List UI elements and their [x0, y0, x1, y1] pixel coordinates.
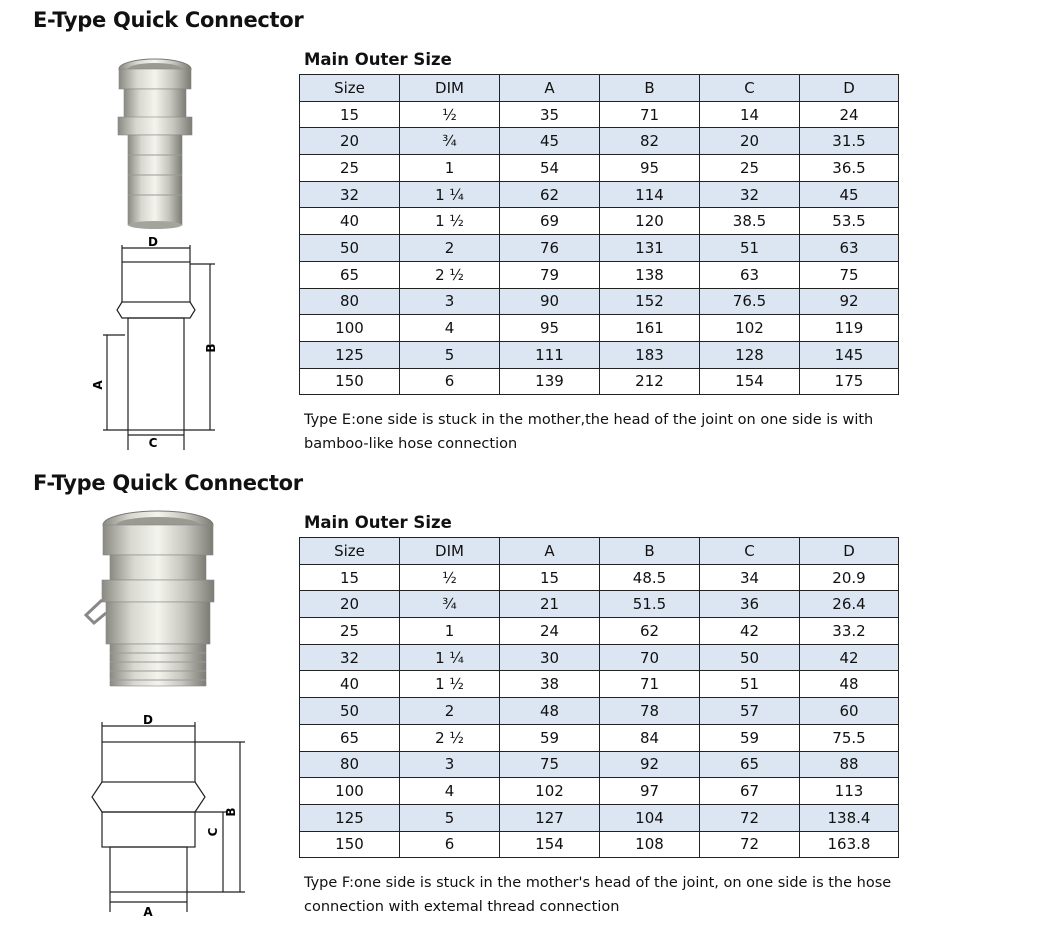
f-type-title: F-Type Quick Connector [33, 471, 303, 495]
table-cell: 150 [300, 368, 400, 395]
table-cell: 75.5 [800, 724, 899, 751]
table-cell: 5 [400, 804, 500, 831]
table-cell: 90 [500, 288, 600, 315]
f-drawing-label-d: D [143, 713, 153, 727]
e-type-dimension-drawing [91, 235, 220, 455]
table-cell: 35 [500, 101, 600, 128]
table-cell: 62 [600, 618, 700, 645]
table-cell: 114 [600, 181, 700, 208]
table-row [300, 564, 899, 591]
table-row [300, 181, 899, 208]
table-cell: 30 [500, 644, 600, 671]
table-cell: 125 [300, 341, 400, 368]
table-cell: 50 [300, 698, 400, 725]
table-cell: 102 [700, 315, 800, 342]
column-header: D [800, 538, 899, 565]
table-cell: 63 [700, 261, 800, 288]
table-cell: 70 [600, 644, 700, 671]
table-cell: 62 [500, 181, 600, 208]
table-cell: 45 [500, 128, 600, 155]
table-header-row [300, 75, 899, 102]
table-cell: 40 [300, 671, 400, 698]
table-cell: 104 [600, 804, 700, 831]
table-cell: 32 [300, 644, 400, 671]
table-cell: 24 [500, 618, 600, 645]
table-cell: 71 [600, 671, 700, 698]
table-row [300, 261, 899, 288]
column-header: DIM [400, 75, 500, 102]
table-row [300, 288, 899, 315]
table-cell: 71 [600, 101, 700, 128]
table-cell: 51 [700, 671, 800, 698]
table-cell: 53.5 [800, 208, 899, 235]
table-cell: 25 [300, 618, 400, 645]
e-type-title: E-Type Quick Connector [33, 8, 304, 32]
e-type-note: Type E:one side is stuck in the mother,the head of the joint on one side is with bamboo-like hose connection [304, 412, 874, 452]
table-cell: 145 [800, 341, 899, 368]
f-drawing-label-b: B [224, 807, 238, 817]
table-cell: 24 [800, 101, 899, 128]
table-cell: 36 [700, 591, 800, 618]
column-header: B [600, 75, 700, 102]
table-cell: 67 [700, 778, 800, 805]
table-cell: 1 [400, 618, 500, 645]
table-cell: 42 [700, 618, 800, 645]
table-cell: 33.2 [800, 618, 899, 645]
table-row [300, 751, 899, 778]
table-cell: 95 [600, 155, 700, 182]
f-type-dimension-drawing [80, 712, 250, 917]
table-cell: 75 [800, 261, 899, 288]
table-cell: 1 ½ [400, 671, 500, 698]
table-cell: 15 [500, 564, 600, 591]
table-cell: 42 [800, 644, 899, 671]
table-cell: 48 [500, 698, 600, 725]
table-row [300, 341, 899, 368]
table-cell: 2 ½ [400, 724, 500, 751]
table-row [300, 778, 899, 805]
table-cell: 25 [300, 155, 400, 182]
column-header: C [700, 538, 800, 565]
table-cell: 1 [400, 155, 500, 182]
e-drawing-label-d: D [148, 235, 158, 249]
table-cell: 82 [600, 128, 700, 155]
table-cell: 138 [600, 261, 700, 288]
table-row [300, 128, 899, 155]
table-cell: ¾ [400, 591, 500, 618]
table-cell: 138.4 [800, 804, 899, 831]
table-row [300, 368, 899, 395]
table-cell: 65 [700, 751, 800, 778]
table-cell: 57 [700, 698, 800, 725]
table-cell: 84 [600, 724, 700, 751]
table-cell: 34 [700, 564, 800, 591]
table-cell: 161 [600, 315, 700, 342]
table-cell: 183 [600, 341, 700, 368]
table-cell: 4 [400, 315, 500, 342]
table-cell: 20 [300, 591, 400, 618]
table-cell: 150 [300, 831, 400, 858]
table-cell: 92 [800, 288, 899, 315]
e-type-table-title: Main Outer Size [304, 50, 452, 69]
column-header: A [500, 75, 600, 102]
column-header: Size [300, 75, 400, 102]
f-type-product-photo [78, 505, 238, 690]
table-cell: 38.5 [700, 208, 800, 235]
table-row [300, 724, 899, 751]
table-cell: 102 [500, 778, 600, 805]
table-cell: 6 [400, 831, 500, 858]
table-cell: 32 [300, 181, 400, 208]
table-cell: 154 [700, 368, 800, 395]
table-row [300, 315, 899, 342]
table-row [300, 644, 899, 671]
table-row [300, 101, 899, 128]
e-drawing-label-b: B [204, 343, 218, 353]
table-cell: 65 [300, 724, 400, 751]
table-cell: 21 [500, 591, 600, 618]
table-cell: 127 [500, 804, 600, 831]
table-cell: 20 [300, 128, 400, 155]
table-cell: 163.8 [800, 831, 899, 858]
table-cell: 88 [800, 751, 899, 778]
table-cell: 45 [800, 181, 899, 208]
table-cell: 59 [700, 724, 800, 751]
table-cell: 14 [700, 101, 800, 128]
table-cell: 152 [600, 288, 700, 315]
table-cell: 175 [800, 368, 899, 395]
table-cell: 48 [800, 671, 899, 698]
table-cell: 1 ¼ [400, 181, 500, 208]
table-cell: 120 [600, 208, 700, 235]
f-drawing-label-a: A [143, 905, 153, 919]
table-cell: 60 [800, 698, 899, 725]
table-cell: 63 [800, 235, 899, 262]
table-row [300, 804, 899, 831]
table-cell: 20 [700, 128, 800, 155]
table-cell: 72 [700, 831, 800, 858]
table-cell: 128 [700, 341, 800, 368]
table-cell: 20.9 [800, 564, 899, 591]
table-cell: 40 [300, 208, 400, 235]
table-cell: 111 [500, 341, 600, 368]
table-cell: 1 ½ [400, 208, 500, 235]
table-row [300, 208, 899, 235]
column-header: A [500, 538, 600, 565]
f-drawing-label-c: C [206, 827, 220, 837]
table-cell: ¾ [400, 128, 500, 155]
table-cell: 32 [700, 181, 800, 208]
table-cell: 79 [500, 261, 600, 288]
table-cell: 59 [500, 724, 600, 751]
f-type-table-title: Main Outer Size [304, 513, 452, 532]
table-cell: 3 [400, 751, 500, 778]
table-cell: 108 [600, 831, 700, 858]
table-row [300, 671, 899, 698]
table-cell: 78 [600, 698, 700, 725]
table-cell: 75 [500, 751, 600, 778]
table-cell: 1 ¼ [400, 644, 500, 671]
column-header: C [700, 75, 800, 102]
table-cell: 50 [700, 644, 800, 671]
table-row [300, 235, 899, 262]
table-cell: 54 [500, 155, 600, 182]
column-header: B [600, 538, 700, 565]
e-drawing-label-c: C [148, 436, 158, 450]
table-cell: 25 [700, 155, 800, 182]
table-cell: ½ [400, 564, 500, 591]
table-cell: 95 [500, 315, 600, 342]
table-cell: 38 [500, 671, 600, 698]
table-cell: 92 [600, 751, 700, 778]
table-cell: 119 [800, 315, 899, 342]
table-cell: 2 [400, 698, 500, 725]
table-cell: 69 [500, 208, 600, 235]
table-cell: 2 [400, 235, 500, 262]
table-cell: 26.4 [800, 591, 899, 618]
table-cell: 76 [500, 235, 600, 262]
f-type-size-table [299, 537, 899, 858]
table-cell: ½ [400, 101, 500, 128]
table-cell: 5 [400, 341, 500, 368]
f-type-note: Type F:one side is stuck in the mother's head of the joint, on one side is the hose connection with extemal thread connection [304, 875, 892, 915]
e-drawing-label-a: A [91, 380, 105, 390]
table-row [300, 831, 899, 858]
table-cell: 31.5 [800, 128, 899, 155]
table-cell: 113 [800, 778, 899, 805]
table-cell: 139 [500, 368, 600, 395]
table-cell: 4 [400, 778, 500, 805]
table-header-row [300, 538, 899, 565]
table-row [300, 618, 899, 645]
table-cell: 131 [600, 235, 700, 262]
table-cell: 3 [400, 288, 500, 315]
table-row [300, 155, 899, 182]
table-cell: 76.5 [700, 288, 800, 315]
e-type-product-photo [100, 55, 210, 230]
table-cell: 212 [600, 368, 700, 395]
table-cell: 65 [300, 261, 400, 288]
table-cell: 50 [300, 235, 400, 262]
table-cell: 48.5 [600, 564, 700, 591]
column-header: Size [300, 538, 400, 565]
table-cell: 2 ½ [400, 261, 500, 288]
table-cell: 97 [600, 778, 700, 805]
table-row [300, 698, 899, 725]
table-cell: 15 [300, 101, 400, 128]
table-cell: 154 [500, 831, 600, 858]
e-type-size-table [299, 74, 899, 395]
column-header: DIM [400, 538, 500, 565]
table-cell: 51.5 [600, 591, 700, 618]
table-cell: 100 [300, 778, 400, 805]
table-cell: 72 [700, 804, 800, 831]
table-row [300, 591, 899, 618]
table-cell: 15 [300, 564, 400, 591]
column-header: D [800, 75, 899, 102]
table-cell: 80 [300, 751, 400, 778]
table-cell: 51 [700, 235, 800, 262]
table-cell: 100 [300, 315, 400, 342]
table-cell: 125 [300, 804, 400, 831]
table-cell: 6 [400, 368, 500, 395]
table-cell: 36.5 [800, 155, 899, 182]
table-cell: 80 [300, 288, 400, 315]
